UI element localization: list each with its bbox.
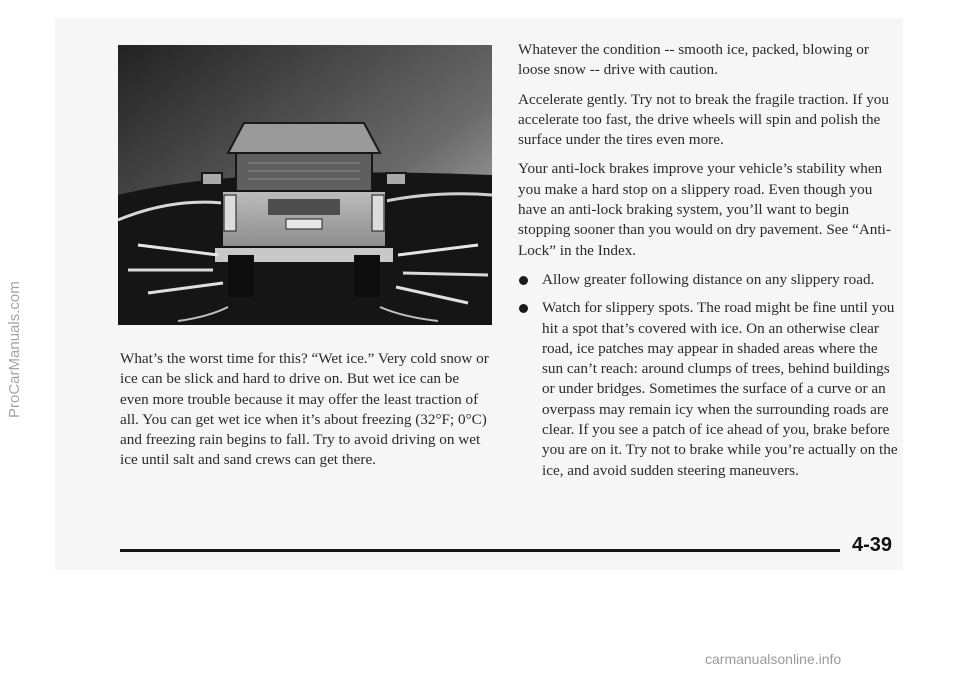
list-item [518,270,902,290]
truck-illustration-svg [118,45,492,325]
side-watermark: ProCarManuals.com [6,281,23,418]
truck-on-ice-illustration [118,45,492,325]
bullet-icon [519,276,528,285]
condition-paragraph: Whatever the condition -- smooth ice, packed, blowing or loose snow -- drive with caution. [518,41,869,79]
accelerate-paragraph: Accelerate gently. Try not to break the fragile traction. If you accelerate too fast, the drive wheels will spin and polish the surface under the tires even more. [518,90,889,149]
list-item [518,298,902,481]
bullet-icon [519,304,528,313]
wet-ice-paragraph: What’s the worst time for this? “Wet ice.” Very cold snow or ice can be slick and hard to drive on. But wet ice can be even more trouble because it may offer the least traction of all. You can get wet ice when it’s about freezing (32°F; 0°C) and freezing rain begins to fall. Try to avoid driving on wet ice until salt and sand crews can get there. [120,350,489,469]
list-item-text: Allow greater following distance on any slippery road. [542,270,875,288]
bottom-watermark: carmanualsonline.info [705,651,842,667]
anti-lock-paragraph: Your anti-lock brakes improve your vehicle’s stability when you make a hard stop on a slippery road. Even though you have an anti-lock braking system, you’ll want to begin stopping sooner than you would on dry pavement. See “Anti-Lock” in the Index. [518,160,891,259]
right-column [518,40,902,489]
tips-list [518,270,902,481]
footer-rule [120,549,840,552]
page-number: 4-39 [852,534,893,556]
list-item-text: Watch for slippery spots. The road might be fine until you hit a spot that’s covered with ice. On an otherwise clear road, ice patches may appear in shaded areas where the sun can’t reach: around clumps of trees, behind buildings or under bridges. Sometimes the surface of a curve or an overpass may remain icy when the surrounding roads are clear. If you see a patch of ice ahead of you, brake before you are on it. Try not to brake while you’re actually on the ice, and avoid sudden steering maneuvers. [542,299,898,479]
